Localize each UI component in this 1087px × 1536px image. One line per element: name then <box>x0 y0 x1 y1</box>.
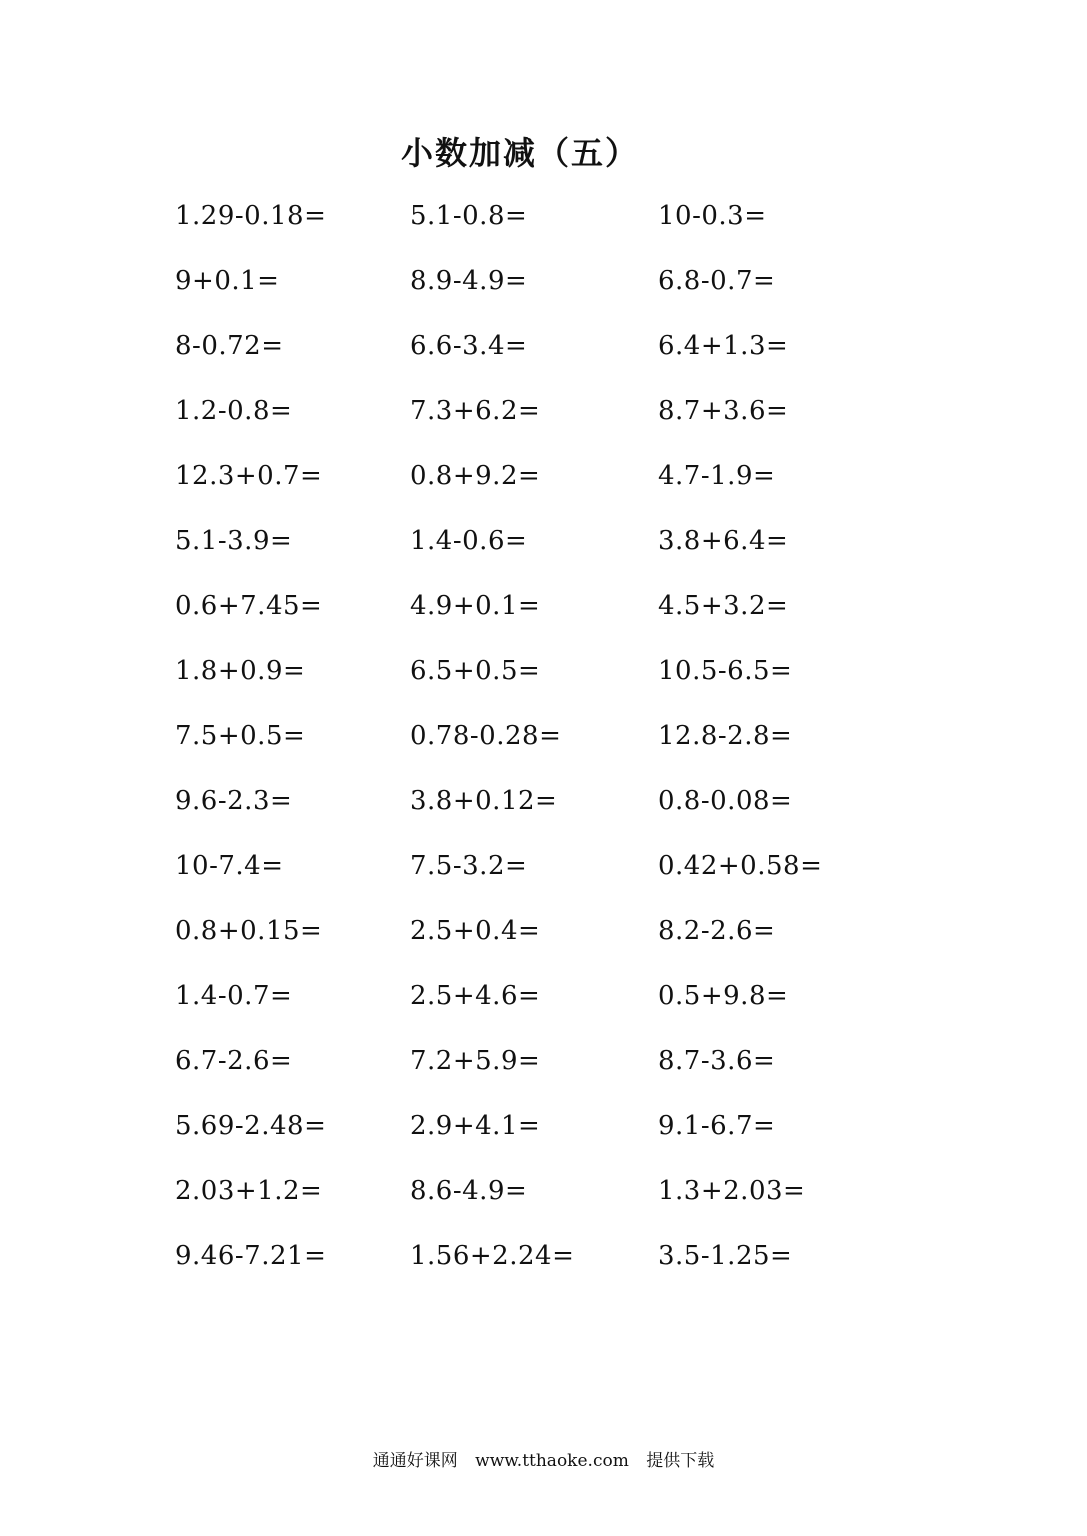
worksheet-title: 小数加减（五） <box>400 134 639 172</box>
problem-item: 3.8+6.4= <box>658 526 789 556</box>
problem-item: 12.8-2.8= <box>658 721 793 751</box>
problem-item: 1.8+0.9= <box>175 656 306 686</box>
problem-item: 0.78-0.28= <box>410 721 562 751</box>
problem-item: 9.46-7.21= <box>175 1241 327 1271</box>
problem-item: 4.5+3.2= <box>658 591 789 621</box>
problem-item: 7.3+6.2= <box>410 396 541 426</box>
problem-item: 2.03+1.2= <box>175 1176 323 1206</box>
problem-item: 4.7-1.9= <box>658 461 776 491</box>
problem-item: 3.8+0.12= <box>410 786 558 816</box>
problem-item: 7.5+0.5= <box>175 721 306 751</box>
footer <box>0 1446 1087 1471</box>
problem-item: 7.2+5.9= <box>410 1046 541 1076</box>
problem-item: 2.5+0.4= <box>410 916 541 946</box>
footer-suffix: 提供下载 <box>646 1451 715 1471</box>
problem-item: 8.7+3.6= <box>658 396 789 426</box>
problem-item: 9.6-2.3= <box>175 786 293 816</box>
problem-item: 2.5+4.6= <box>410 981 541 1011</box>
problem-item: 9+0.1= <box>175 266 280 296</box>
problem-item: 2.9+4.1= <box>410 1111 541 1141</box>
problem-item: 1.56+2.24= <box>410 1241 575 1271</box>
problem-item: 0.6+7.45= <box>175 591 323 621</box>
problem-item: 5.69-2.48= <box>175 1111 327 1141</box>
problem-item: 0.8-0.08= <box>658 786 793 816</box>
problem-item: 0.8+0.15= <box>175 916 323 946</box>
problem-item: 10.5-6.5= <box>658 656 793 686</box>
problem-item: 1.29-0.18= <box>175 201 327 231</box>
problem-item: 4.9+0.1= <box>410 591 541 621</box>
problem-item: 5.1-0.8= <box>410 201 528 231</box>
problem-item: 0.8+9.2= <box>410 461 541 491</box>
problem-item: 8-0.72= <box>175 331 284 361</box>
problem-item: 0.42+0.58= <box>658 851 823 881</box>
problem-item: 6.8-0.7= <box>658 266 776 296</box>
problem-item: 8.7-3.6= <box>658 1046 776 1076</box>
problem-item: 6.4+1.3= <box>658 331 789 361</box>
problem-item: 3.5-1.25= <box>658 1241 793 1271</box>
problem-item: 1.4-0.7= <box>175 981 293 1011</box>
problem-grid <box>175 198 875 1303</box>
problem-item: 9.1-6.7= <box>658 1111 776 1141</box>
problem-item: 10-0.3= <box>658 201 767 231</box>
problem-item: 12.3+0.7= <box>175 461 323 491</box>
problem-item: 8.9-4.9= <box>410 266 528 296</box>
problem-item: 6.7-2.6= <box>175 1046 293 1076</box>
problem-item: 0.5+9.8= <box>658 981 789 1011</box>
problem-item: 8.6-4.9= <box>410 1176 528 1206</box>
footer-url[interactable]: www.tthaoke.com <box>475 1451 629 1471</box>
problem-item: 10-7.4= <box>175 851 284 881</box>
problem-item: 1.3+2.03= <box>658 1176 806 1206</box>
problem-item: 1.2-0.8= <box>175 396 293 426</box>
problem-item: 6.5+0.5= <box>410 656 541 686</box>
footer-site-name: 通通好课网 <box>372 1451 458 1471</box>
problem-item: 7.5-3.2= <box>410 851 528 881</box>
problem-item: 8.2-2.6= <box>658 916 776 946</box>
problem-item: 5.1-3.9= <box>175 526 293 556</box>
problem-item: 6.6-3.4= <box>410 331 528 361</box>
problem-item: 1.4-0.6= <box>410 526 528 556</box>
